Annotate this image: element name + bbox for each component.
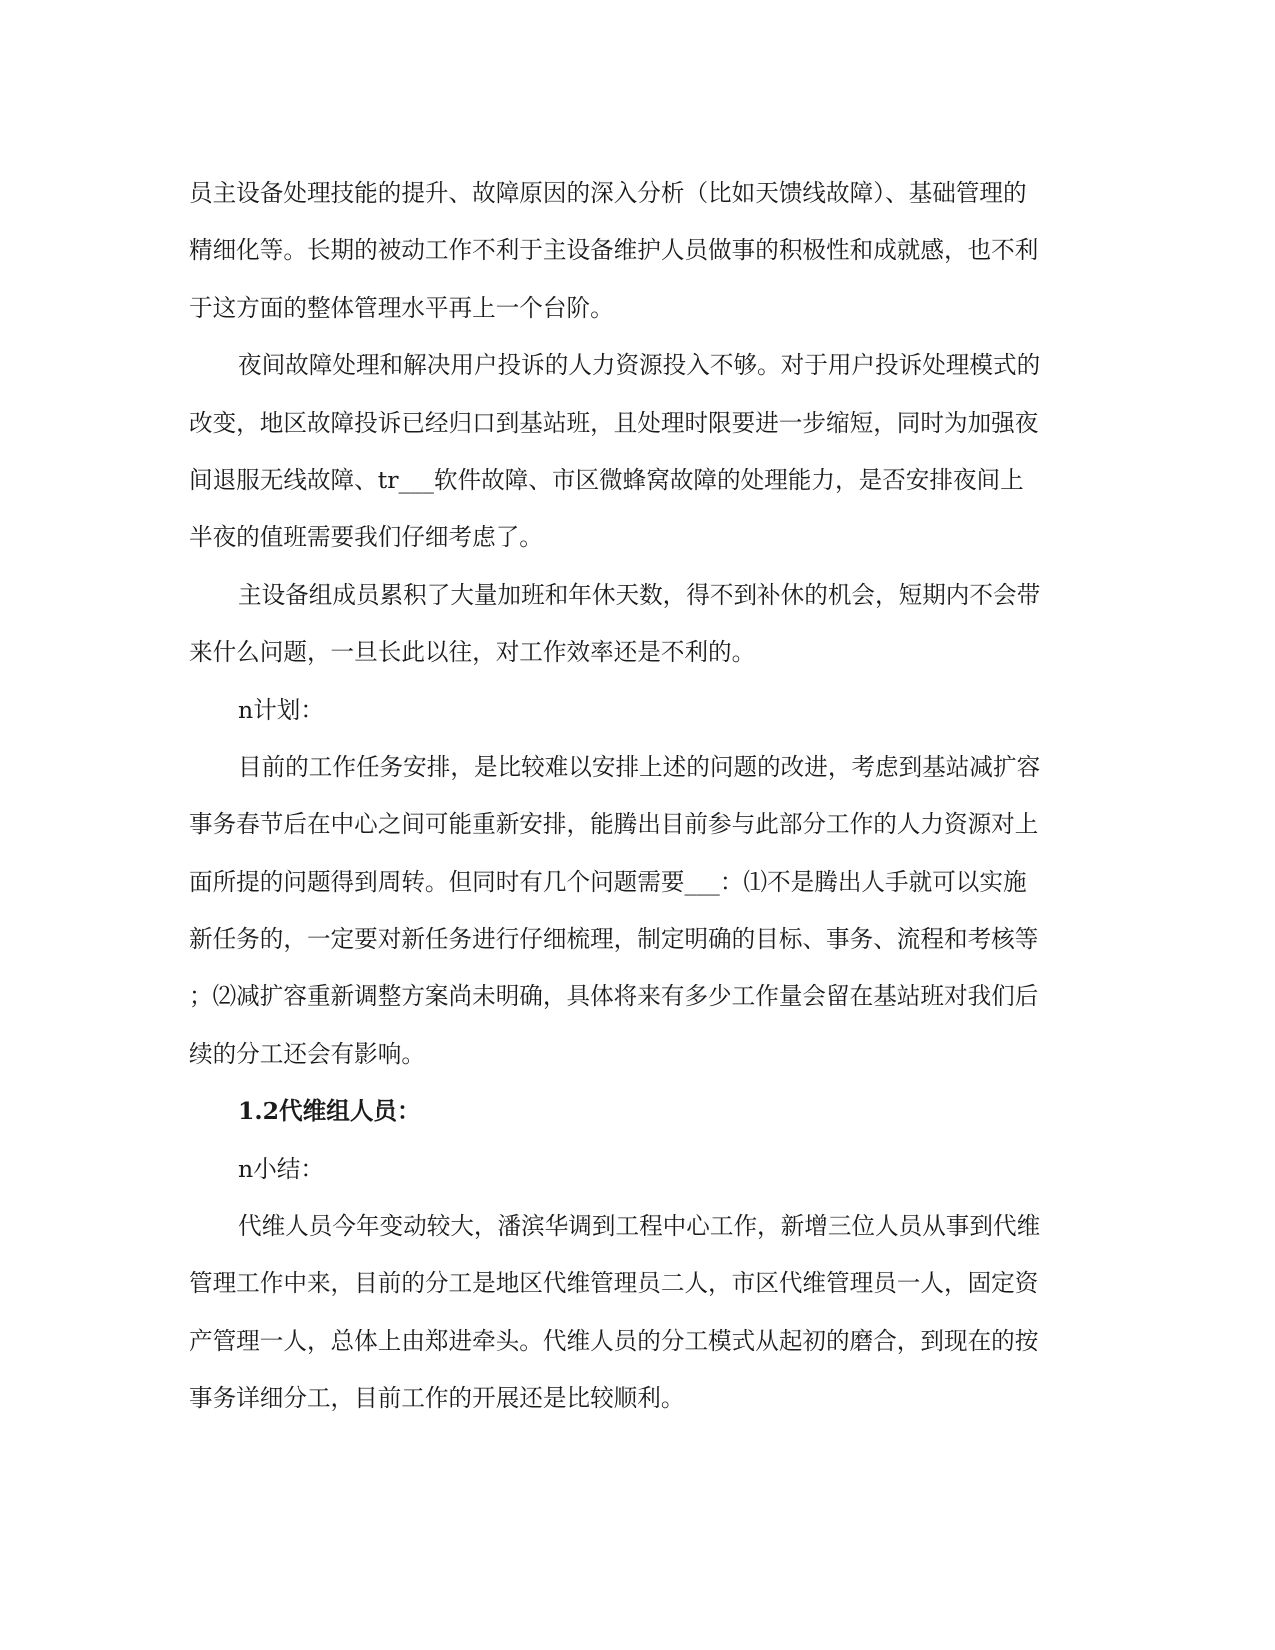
text-line: 来什么问题，一旦长此以往，对工作效率还是不利的。 [189, 638, 756, 667]
text-line: 主设备组成员累积了大量加班和年休天数，得不到补休的机会，短期内不会带 [238, 580, 1041, 609]
text-line: 事务详细分工，目前工作的开展还是比较顺利。 [189, 1384, 685, 1413]
text-line: 续的分工还会有影响。 [189, 1039, 425, 1068]
text-line: 新任务的，一定要对新任务进行仔细梳理，制定明确的目标、事务、流程和考核等 [189, 925, 1039, 954]
text-line: 改变，地区故障投诉已经归口到基站班，且处理时限要进一步缩短，同时为加强夜 [189, 408, 1039, 437]
text-line: 事务春节后在中心之间可能重新安排，能腾出目前参与此部分工作的人力资源对上 [189, 810, 1039, 839]
paragraph [189, 165, 1089, 337]
document-page [189, 165, 1089, 1428]
text-line: 夜间故障处理和解决用户投诉的人力资源投入不够。对于用户投诉处理模式的 [238, 351, 1041, 380]
text-line: ；⑵减扩容重新调整方案尚未明确，具体将来有多少工作量会留在基站班对我们后 [189, 982, 1039, 1011]
heading-text: 1.2代维组人员： [238, 1097, 421, 1126]
text-line: 间退服无线故障、tr___软件故障、市区微蜂窝故障的处理能力，是否安排夜间上 [189, 465, 1024, 494]
text-line: 面所提的问题得到周转。但同时有几个问题需要___：⑴不是腾出人手就可以实施 [189, 867, 1027, 896]
paragraph [189, 1141, 1089, 1198]
paragraph [189, 682, 1089, 739]
summary-label: n小结： [238, 1154, 324, 1183]
text-line: 精细化等。长期的被动工作不利于主设备维护人员做事的积极性和成就感，也不利 [189, 236, 1039, 265]
paragraph [189, 1198, 1089, 1428]
text-line: 半夜的值班需要我们仔细考虑了。 [189, 523, 543, 552]
plan-label: n计划： [238, 695, 324, 724]
section-heading [189, 1083, 1089, 1140]
paragraph [189, 739, 1089, 1083]
text-line: 目前的工作任务安排，是比较难以安排上述的问题的改进，考虑到基站减扩容 [238, 752, 1041, 781]
text-line: 产管理一人，总体上由郑进牵头。代维人员的分工模式从起初的磨合，到现在的按 [189, 1326, 1039, 1355]
text-line: 于这方面的整体管理水平再上一个台阶。 [189, 293, 614, 322]
text-line: 管理工作中来，目前的分工是地区代维管理员二人，市区代维管理员一人，固定资 [189, 1269, 1039, 1298]
text-line: 代维人员今年变动较大，潘滨华调到工程中心工作，新增三位人员从事到代维 [238, 1212, 1041, 1241]
paragraph [189, 567, 1089, 682]
text-line: 员主设备处理技能的提升、故障原因的深入分析（比如天馈线故障）、基础管理的 [189, 179, 1027, 207]
paragraph [189, 337, 1089, 567]
